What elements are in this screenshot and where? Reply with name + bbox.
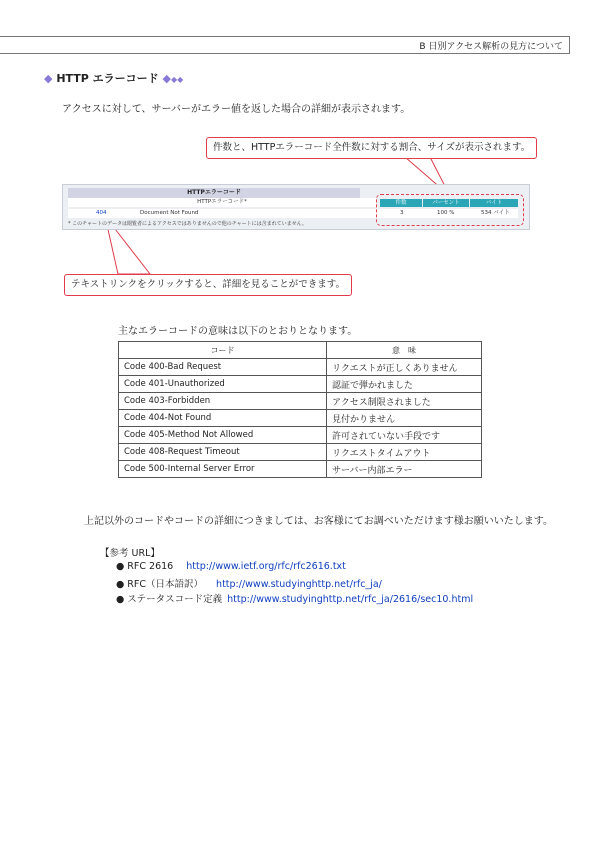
table-row — [119, 444, 482, 461]
error-codes-table — [118, 341, 482, 478]
row-bytes: 534 バイト — [481, 210, 510, 216]
codes-intro: 主なエラーコードの意味は以下のとおりとなります。 — [118, 326, 358, 337]
meaning-cell: リクエストタイムアウト — [327, 444, 482, 461]
meaning-cell: 見付かりません — [327, 410, 482, 427]
reference-label: ● RFC（日本語訳） — [116, 579, 204, 590]
callout-link: テキストリンクをクリックすると、詳細を見ることができます。 — [64, 274, 352, 296]
reference-label: ● ステータスコード定義 — [116, 594, 223, 605]
reference-link[interactable]: http://www.ietf.org/rfc/rfc2616.txt — [186, 561, 346, 572]
code-cell: Code 400-Bad Request — [119, 359, 327, 376]
error-code-link[interactable]: 404 — [96, 210, 107, 216]
references-heading: 【参考 URL】 — [100, 548, 160, 559]
table-row — [119, 359, 482, 376]
column-count: 件数 — [380, 199, 422, 207]
lead-text: アクセスに対して、サーバーがエラー値を返した場合の詳細が表示されます。 — [62, 104, 411, 115]
reference-label: ● RFC 2616 — [116, 561, 174, 572]
row-description: Document Not Found — [140, 210, 199, 216]
meaning-cell: サーバー内部エラー — [327, 461, 482, 478]
diamond-icon: ◆ — [162, 72, 171, 85]
column-bytes: バイト — [470, 199, 518, 207]
section-title-text: HTTP エラーコード — [56, 72, 159, 85]
table-row — [119, 410, 482, 427]
report-subheader: HTTPエラーコード* — [68, 198, 376, 207]
header-code: コード — [119, 342, 327, 359]
row-percent: 100 % — [437, 210, 455, 216]
highlight-dashed-box — [376, 194, 524, 226]
table-row — [119, 427, 482, 444]
code-cell: Code 408-Request Timeout — [119, 444, 327, 461]
header-meaning: 意 味 — [327, 342, 482, 359]
meaning-cell: 許可されていない手段です — [327, 427, 482, 444]
code-cell: Code 403-Forbidden — [119, 393, 327, 410]
column-percent: パーセント — [423, 199, 469, 207]
table-row — [119, 376, 482, 393]
table-row — [119, 393, 482, 410]
reference-item — [116, 576, 382, 590]
reference-item — [116, 561, 346, 572]
reference-link[interactable]: http://www.studyinghttp.net/rfc_ja/ — [216, 579, 382, 590]
report-title: HTTPエラーコード — [68, 188, 360, 198]
note-paragraph: 上記以外のコードやコードの詳細につきましては、お客様にてお調べいただけます様お願いいたします。 — [84, 516, 553, 527]
report-footnote: * このチャートのデータは閲覧者によるアクセスではありませんので他のチャートには含まれていません。 — [68, 221, 307, 227]
meaning-cell: リクエストが正しくありません — [327, 359, 482, 376]
reference-item — [116, 591, 473, 605]
meaning-cell: アクセス制限されました — [327, 393, 482, 410]
code-cell: Code 405-Method Not Allowed — [119, 427, 327, 444]
callout-columns: 件数と、HTTPエラーコード全件数に対する割合、サイズが表示されます。 — [206, 137, 537, 159]
reference-link[interactable]: http://www.studyinghttp.net/rfc_ja/2616/sec10.html — [227, 594, 474, 605]
diamond-small-icon: ◆◆ — [170, 75, 184, 84]
meaning-cell: 認証で弾かれました — [327, 376, 482, 393]
page-header-text: B 日別アクセス解析の見方について — [419, 42, 563, 52]
code-cell: Code 401-Unauthorized — [119, 376, 327, 393]
diamond-icon: ◆ — [44, 72, 53, 85]
code-cell: Code 500-Internal Server Error — [119, 461, 327, 478]
table-row — [119, 461, 482, 478]
row-count: 3 — [400, 210, 404, 216]
code-cell: Code 404-Not Found — [119, 410, 327, 427]
table-header-row — [119, 342, 482, 359]
